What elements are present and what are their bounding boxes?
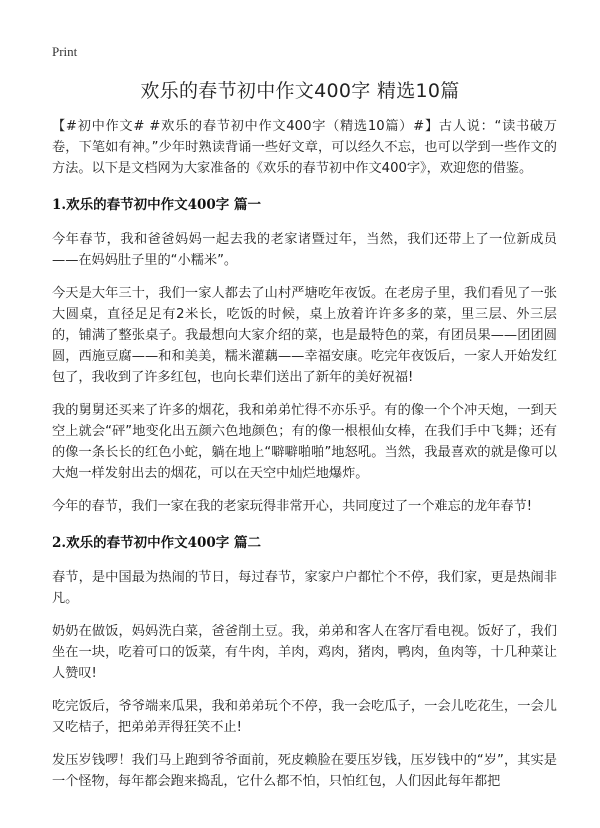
article-body (52, 116, 557, 804)
paragraph: 今天是大年三十，我们一家人都去了山村严塘吃年夜饭。在老房子里，我们看见了一张大圆桌，直径足足有2米长，吃饭的时候，桌上放着许许多多的菜，里三层、外三层的，铺满了整张桌子。我最想向大家介绍的菜，也是最特色的菜，有团员果——团团圆圆，西施豆腐——和和美美，糯米灌藕——幸福安康。吃完年夜饭后，一家人开始发红包了，我收到了许多红包，也向长辈们送出了新年的美好祝福! (52, 286, 557, 385)
paragraph: 今年春节，我和爸爸妈妈一起去我的老家诸暨过年，当然，我们还带上了一位新成员——在妈妈肚子里的“小糯米”。 (52, 232, 557, 268)
section-2 (52, 533, 557, 792)
paragraph: 今年的春节，我们一家在我的老家玩得非常开心，共同度过了一个难忘的龙年春节! (52, 499, 533, 514)
paragraph: 春节，是中国最为热闹的节日，每过春节，家家户户都忙个不停，我们家，更是热闹非凡。 (52, 570, 557, 606)
intro-paragraph: 【#初中作文# #欢乐的春节初中作文400字（精选10篇）#】古人说：“读书破万卷，下笔如有神。”少年时熟读背诵一些好文章，可以经久不忘，也可以学到一些作文的方法。以下是文档网为大家准备的《欢乐的春节初中作文400字》，欢迎您的借鉴。 (52, 119, 557, 176)
page-title: 欢乐的春节初中作文400字 精选10篇 (140, 80, 460, 102)
section-1 (52, 195, 557, 517)
paragraph: 奶奶在做饭，妈妈洗白菜，爸爸削土豆。我，弟弟和客人在客厅看电视。饭好了，我们坐在一块，吃着可口的饭菜，有牛肉，羊肉，鸡肉，猪肉，鸭肉，鱼肉等，十几种菜让人赞叹! (52, 624, 557, 681)
paragraph: 我的舅舅还买来了许多的烟花，我和弟弟忙得不亦乐乎。有的像一个个冲天炮，一到天空上就会“砰”地变化出五颜六色地颜色；有的像一根根仙女棒，在我们手中飞舞；还有的像一条长长的红色小蛇，躺在地上“噼噼啪啪”地怒吼。当然，我最喜欢的就是像可以大炮一样发射出去的烟花，可以在天空中灿烂地爆炸。 (52, 403, 557, 481)
section-heading: 2.欢乐的春节初中作文400字 篇二 (52, 535, 261, 551)
paragraph: 发压岁钱啰！我们马上跑到爷爷面前，死皮赖脸在要压岁钱，压岁钱中的“岁”，其实是一个怪物，每年都会跑来捣乱，它什么都不怕，只怕红包，人们因此每年都把 (52, 753, 557, 789)
section-heading: 1.欢乐的春节初中作文400字 篇一 (52, 197, 261, 213)
paragraph: 吃完饭后，爷爷端来瓜果，我和弟弟玩个不停，我一会吃瓜子，一会儿吃花生，一会儿又吃桔子，把弟弟弄得狂笑不止! (52, 699, 557, 735)
print-link[interactable]: Print (52, 44, 78, 59)
